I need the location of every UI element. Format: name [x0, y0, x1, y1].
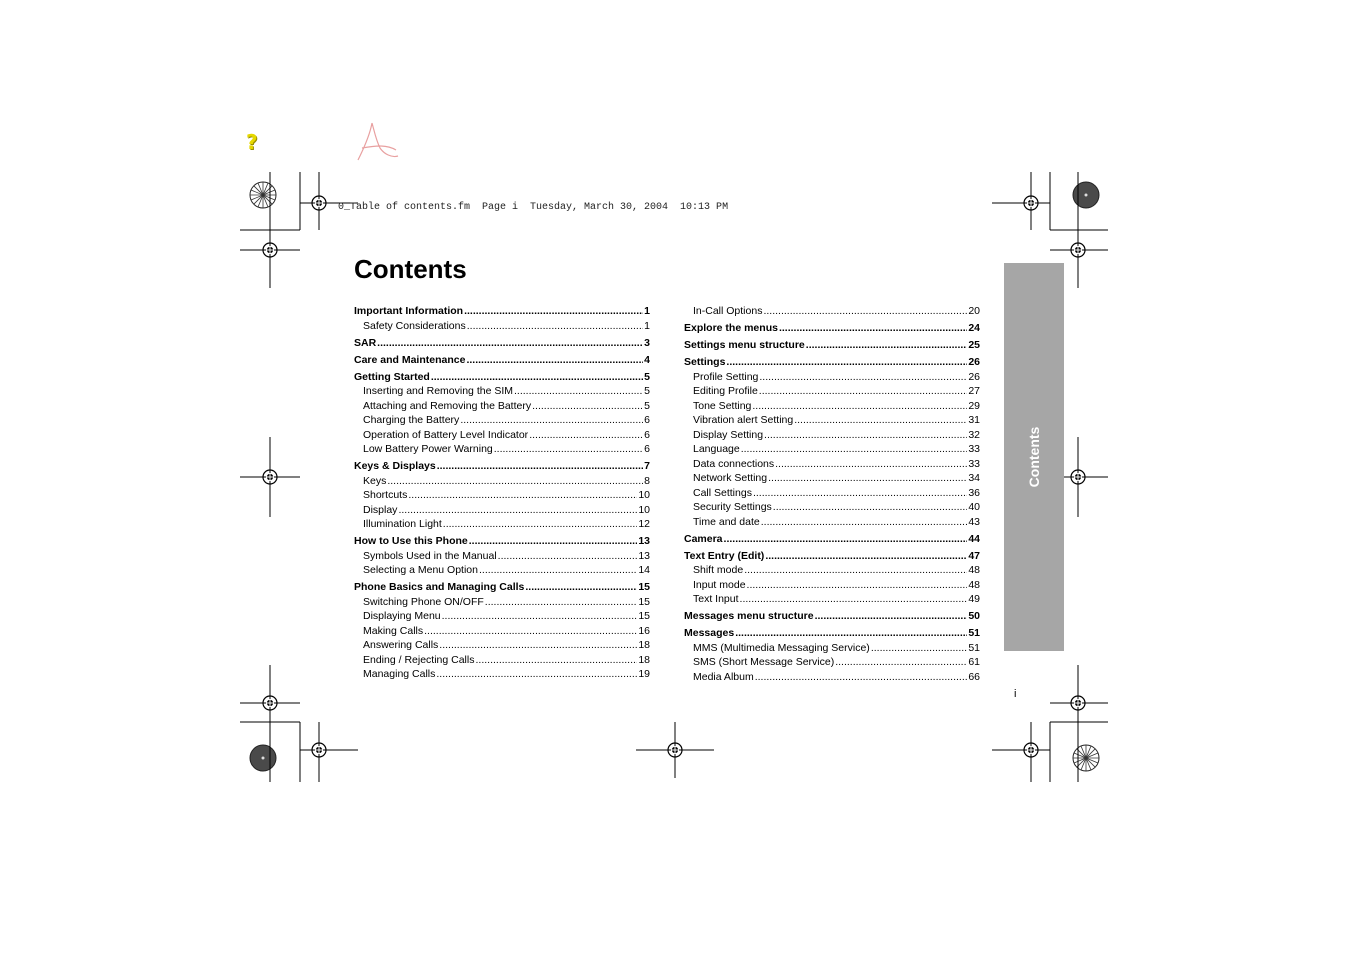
- toc-entry-label: Time and date: [693, 515, 760, 528]
- toc-dot-leader: [724, 532, 968, 547]
- toc-entry-label: Data connections: [693, 457, 775, 470]
- toc-entry[interactable]: [354, 503, 650, 518]
- toc-dot-leader: [835, 655, 967, 670]
- toc-entry-label: Operation of Battery Level Indicator: [363, 428, 529, 441]
- toc-entry[interactable]: [684, 626, 980, 641]
- toc-dot-leader: [768, 471, 967, 486]
- toc-entry-label: MMS (Multimedia Messaging Service): [693, 641, 870, 654]
- toc-entry-label: Displaying Menu: [363, 610, 441, 622]
- toc-dot-leader: [437, 459, 643, 474]
- toc-entry-label: Care and Maintenance: [354, 353, 466, 366]
- toc-entry-page: 5: [644, 370, 650, 383]
- toc-entry-label: Call Settings: [693, 486, 752, 499]
- toc-dot-leader: [752, 399, 967, 414]
- toc-dot-leader: [442, 609, 638, 624]
- star-target-top-left: [250, 182, 276, 208]
- toc-dot-leader: [469, 534, 638, 549]
- toc-entry-label: Charging the Battery: [363, 414, 460, 426]
- toc-dot-leader: [779, 321, 967, 336]
- toc-entry-label: Media Album: [693, 670, 754, 683]
- toc-entry-label: Symbols Used in the Manual: [363, 549, 497, 562]
- toc-entry[interactable]: [354, 517, 650, 532]
- toc-entry-label: Attaching and Removing the Battery: [363, 399, 532, 412]
- toc-entry-label: Network Setting: [693, 472, 768, 484]
- toc-entry-page: 40: [968, 501, 980, 513]
- file-header-line: 0_Table of contents.fm Page i Tuesday, March 30, 2004 10:13 PM: [338, 202, 729, 213]
- toc-entry-page: 31: [968, 414, 980, 426]
- toc-entry-label: Getting Started: [354, 370, 430, 383]
- toc-dot-leader: [747, 578, 968, 593]
- toc-entry-page: 10: [638, 503, 650, 516]
- toc-dot-leader: [514, 384, 643, 399]
- toc-entry[interactable]: [354, 595, 650, 610]
- toc-dot-leader: [735, 626, 967, 641]
- toc-entry-page: 43: [968, 515, 980, 528]
- toc-entry[interactable]: [684, 578, 980, 593]
- toc-entry[interactable]: [684, 515, 980, 530]
- toc-entry[interactable]: [354, 336, 650, 351]
- toc-entry[interactable]: [354, 304, 650, 319]
- toc-dot-leader: [424, 624, 637, 639]
- toc-entry-page: 29: [968, 399, 980, 412]
- toc-entry[interactable]: [354, 609, 650, 624]
- toc-entry-page: 24: [968, 322, 980, 334]
- toc-column-right: [684, 304, 980, 684]
- toc-entry[interactable]: [684, 563, 980, 578]
- toc-entry[interactable]: [684, 500, 980, 515]
- toc-dot-leader: [398, 503, 637, 518]
- toc-entry-label: Explore the menus: [684, 322, 778, 334]
- toc-entry[interactable]: [354, 428, 650, 443]
- toc-dot-leader: [775, 457, 967, 472]
- toc-dot-leader: [443, 517, 638, 532]
- toc-entry-page: 6: [644, 443, 650, 455]
- toc-entry-label: Switching Phone ON/OFF: [363, 595, 484, 608]
- toc-entry-label: Shift mode: [693, 564, 744, 576]
- toc-entry[interactable]: [354, 653, 650, 668]
- toc-entry-label: Phone Basics and Managing Calls: [354, 581, 525, 593]
- toc-entry[interactable]: [354, 638, 650, 653]
- toc-dot-leader: [464, 304, 643, 319]
- toc-entry-label: Display: [363, 503, 398, 516]
- toc-entry-page: 8: [644, 474, 650, 487]
- side-tab-label: Contents: [1026, 426, 1042, 488]
- toc-entry[interactable]: [354, 353, 650, 368]
- toc-entry[interactable]: [354, 459, 650, 474]
- toc-entry[interactable]: [684, 641, 980, 656]
- toc-dot-leader: [773, 500, 968, 515]
- toc-entry-label: How to Use this Phone: [354, 535, 468, 547]
- page-title: Contents: [354, 254, 467, 284]
- toc-entry[interactable]: [684, 471, 980, 486]
- toc-entry-page: 1: [644, 319, 650, 332]
- toc-entry-label: Important Information: [354, 305, 464, 317]
- star-target-top-right: [1073, 182, 1099, 208]
- toc-dot-leader: [377, 336, 643, 351]
- toc-entry[interactable]: [684, 486, 980, 501]
- toc-entry-page: 15: [638, 581, 650, 593]
- toc-entry-page: 5: [644, 385, 650, 397]
- toc-entry-page: 5: [644, 399, 650, 412]
- toc-entry-label: Editing Profile: [693, 385, 758, 397]
- toc-entry-label: Input mode: [693, 578, 746, 591]
- toc-dot-leader: [740, 592, 968, 607]
- toc-dot-leader: [815, 609, 968, 624]
- toc-entry-page: 14: [638, 564, 650, 576]
- toc-entry-page: 33: [968, 443, 980, 455]
- toc-entry[interactable]: [684, 549, 980, 564]
- toc-entry[interactable]: [684, 338, 980, 353]
- toc-entry[interactable]: [354, 474, 650, 489]
- toc-entry[interactable]: [684, 428, 980, 443]
- toc-dot-leader: [806, 338, 968, 353]
- toc-entry-label: Low Battery Power Warning: [363, 443, 493, 455]
- toc-entry[interactable]: [684, 442, 980, 457]
- toc-entry[interactable]: [354, 488, 650, 503]
- toc-entry-page: 48: [968, 564, 980, 576]
- toc-entry-page: 6: [644, 414, 650, 426]
- toc-dot-leader: [466, 353, 643, 368]
- toc-entry[interactable]: [684, 413, 980, 428]
- toc-entry[interactable]: [684, 304, 980, 319]
- toc-entry-page: 66: [968, 670, 980, 683]
- toc-entry-page: 34: [968, 472, 980, 484]
- toc-dot-leader: [744, 563, 967, 578]
- toc-entry[interactable]: [354, 667, 650, 682]
- toc-entry-page: 51: [968, 627, 980, 639]
- toc-entry-page: 3: [644, 336, 650, 349]
- toc-dot-leader: [460, 413, 643, 428]
- toc-entry-page: 20: [968, 305, 980, 317]
- toc-entry-label: Settings: [684, 356, 726, 368]
- toc-entry[interactable]: [354, 624, 650, 639]
- toc-entry-page: 36: [968, 486, 980, 499]
- toc-entry-label: Tone Setting: [693, 399, 752, 412]
- toc-entry[interactable]: [684, 655, 980, 670]
- toc-entry-page: 18: [638, 653, 650, 666]
- toc-entry[interactable]: [684, 321, 980, 336]
- side-tab: [1004, 263, 1064, 651]
- toc-dot-leader: [871, 641, 968, 656]
- toc-dot-leader: [755, 670, 968, 685]
- toc-dot-leader: [753, 486, 967, 501]
- toc-entry-page: 12: [638, 518, 650, 530]
- toc-entry-page: 7: [644, 460, 650, 472]
- toc-entry-label: Keys & Displays: [354, 460, 436, 472]
- toc-entry[interactable]: [684, 457, 980, 472]
- toc-dot-leader: [498, 549, 638, 564]
- toc-entry[interactable]: [354, 319, 650, 334]
- toc-entry-page: 10: [638, 489, 650, 501]
- toc-entry[interactable]: [684, 384, 980, 399]
- toc-entry[interactable]: [354, 442, 650, 457]
- toc-entry-label: Profile Setting: [693, 370, 759, 383]
- toc-entry[interactable]: [684, 532, 980, 547]
- toc-entry-label: Security Settings: [693, 501, 772, 513]
- toc-entry-page: 18: [638, 639, 650, 651]
- toc-entry[interactable]: [684, 670, 980, 685]
- toc-entry-label: Messages: [684, 627, 735, 639]
- toc-entry[interactable]: [684, 399, 980, 414]
- toc-entry-page: 50: [968, 610, 980, 622]
- toc-dot-leader: [494, 442, 643, 457]
- toc-entry-label: Vibration alert Setting: [693, 414, 794, 426]
- toc-entry-label: Inserting and Removing the SIM: [363, 385, 513, 397]
- toc-entry-label: Messages menu structure: [684, 610, 814, 622]
- toc-entry-page: 51: [968, 641, 980, 654]
- toc-entry[interactable]: [354, 534, 650, 549]
- toc-column-left: [354, 304, 650, 682]
- toc-entry[interactable]: [354, 413, 650, 428]
- toc-entry[interactable]: [684, 370, 980, 385]
- toc-entry-page: 19: [638, 668, 650, 680]
- toc-dot-leader: [387, 474, 643, 489]
- toc-entry-page: 13: [638, 535, 650, 547]
- toc-entry-label: Shortcuts: [363, 489, 408, 501]
- toc-entry-label: Illumination Light: [363, 518, 442, 530]
- toc-dot-leader: [794, 413, 967, 428]
- toc-entry-label: Text Input: [693, 593, 739, 605]
- toc-entry[interactable]: [354, 549, 650, 564]
- toc-dot-leader: [467, 319, 643, 334]
- toc-entry-label: Keys: [363, 474, 387, 487]
- toc-entry-page: 32: [968, 428, 980, 441]
- toc-dot-leader: [532, 399, 643, 414]
- toc-entry[interactable]: [354, 563, 650, 578]
- star-target-bottom-right: [1073, 745, 1099, 771]
- toc-entry-page: 44: [968, 532, 980, 545]
- toc-dot-leader: [485, 595, 638, 610]
- toc-dot-leader: [525, 580, 637, 595]
- toc-entry-label: Managing Calls: [363, 668, 436, 680]
- toc-entry-label: SMS (Short Message Service): [693, 656, 835, 668]
- toc-entry-page: 16: [638, 624, 650, 637]
- toc-dot-leader: [726, 355, 967, 370]
- toc-entry-page: 13: [638, 549, 650, 562]
- toc-entry[interactable]: [354, 399, 650, 414]
- toc-dot-leader: [759, 384, 968, 399]
- toc-entry-label: Ending / Rejecting Calls: [363, 653, 475, 666]
- toc-dot-leader: [763, 304, 967, 319]
- toc-entry-page: 33: [968, 457, 980, 470]
- toc-entry-page: 4: [644, 353, 650, 366]
- toc-entry-page: 26: [968, 356, 980, 368]
- toc-entry-label: Text Entry (Edit): [684, 549, 765, 562]
- toc-dot-leader: [765, 549, 967, 564]
- toc-dot-leader: [764, 428, 967, 443]
- toc-entry-label: Safety Considerations: [363, 319, 466, 332]
- toc-entry-page: 49: [968, 593, 980, 605]
- toc-dot-leader: [439, 638, 637, 653]
- toc-dot-leader: [741, 442, 968, 457]
- toc-entry-label: Settings menu structure: [684, 339, 805, 351]
- toc-entry-page: 6: [644, 428, 650, 441]
- toc-entry-page: 61: [968, 656, 980, 668]
- toc-dot-leader: [529, 428, 643, 443]
- star-target-bottom-left: [250, 745, 276, 771]
- toc-entry-label: SAR: [354, 336, 377, 349]
- toc-entry-page: 15: [638, 610, 650, 622]
- toc-entry-page: 15: [638, 595, 650, 608]
- toc-entry-label: Answering Calls: [363, 639, 439, 651]
- toc-dot-leader: [436, 667, 637, 682]
- toc-entry-label: Camera: [684, 532, 723, 545]
- toc-entry-page: 27: [968, 385, 980, 397]
- acrobat-logo-icon: [352, 120, 402, 165]
- toc-dot-leader: [479, 563, 637, 578]
- toc-entry[interactable]: [354, 370, 650, 385]
- toc-dot-leader: [475, 653, 637, 668]
- page-number: i: [1014, 688, 1017, 700]
- toc-entry-page: 47: [968, 549, 980, 562]
- toc-entry-page: 1: [644, 305, 650, 317]
- help-icon[interactable]: ?: [246, 130, 258, 154]
- toc-dot-leader: [408, 488, 637, 503]
- toc-dot-leader: [759, 370, 967, 385]
- toc-entry-page: 26: [968, 370, 980, 383]
- toc-entry-page: 48: [968, 578, 980, 591]
- toc-entry[interactable]: [684, 609, 980, 624]
- toc-entry-page: 25: [968, 339, 980, 351]
- toc-dot-leader: [761, 515, 968, 530]
- toc-entry-label: Display Setting: [693, 428, 764, 441]
- toc-entry-label: Making Calls: [363, 624, 424, 637]
- toc-entry[interactable]: [684, 355, 980, 370]
- toc-entry-label: Selecting a Menu Option: [363, 564, 478, 576]
- toc-entry-label: In-Call Options: [693, 305, 763, 317]
- toc-entry-label: Language: [693, 443, 740, 455]
- toc-entry[interactable]: [354, 580, 650, 595]
- toc-entry[interactable]: [354, 384, 650, 399]
- toc-dot-leader: [431, 370, 643, 385]
- toc-entry[interactable]: [684, 592, 980, 607]
